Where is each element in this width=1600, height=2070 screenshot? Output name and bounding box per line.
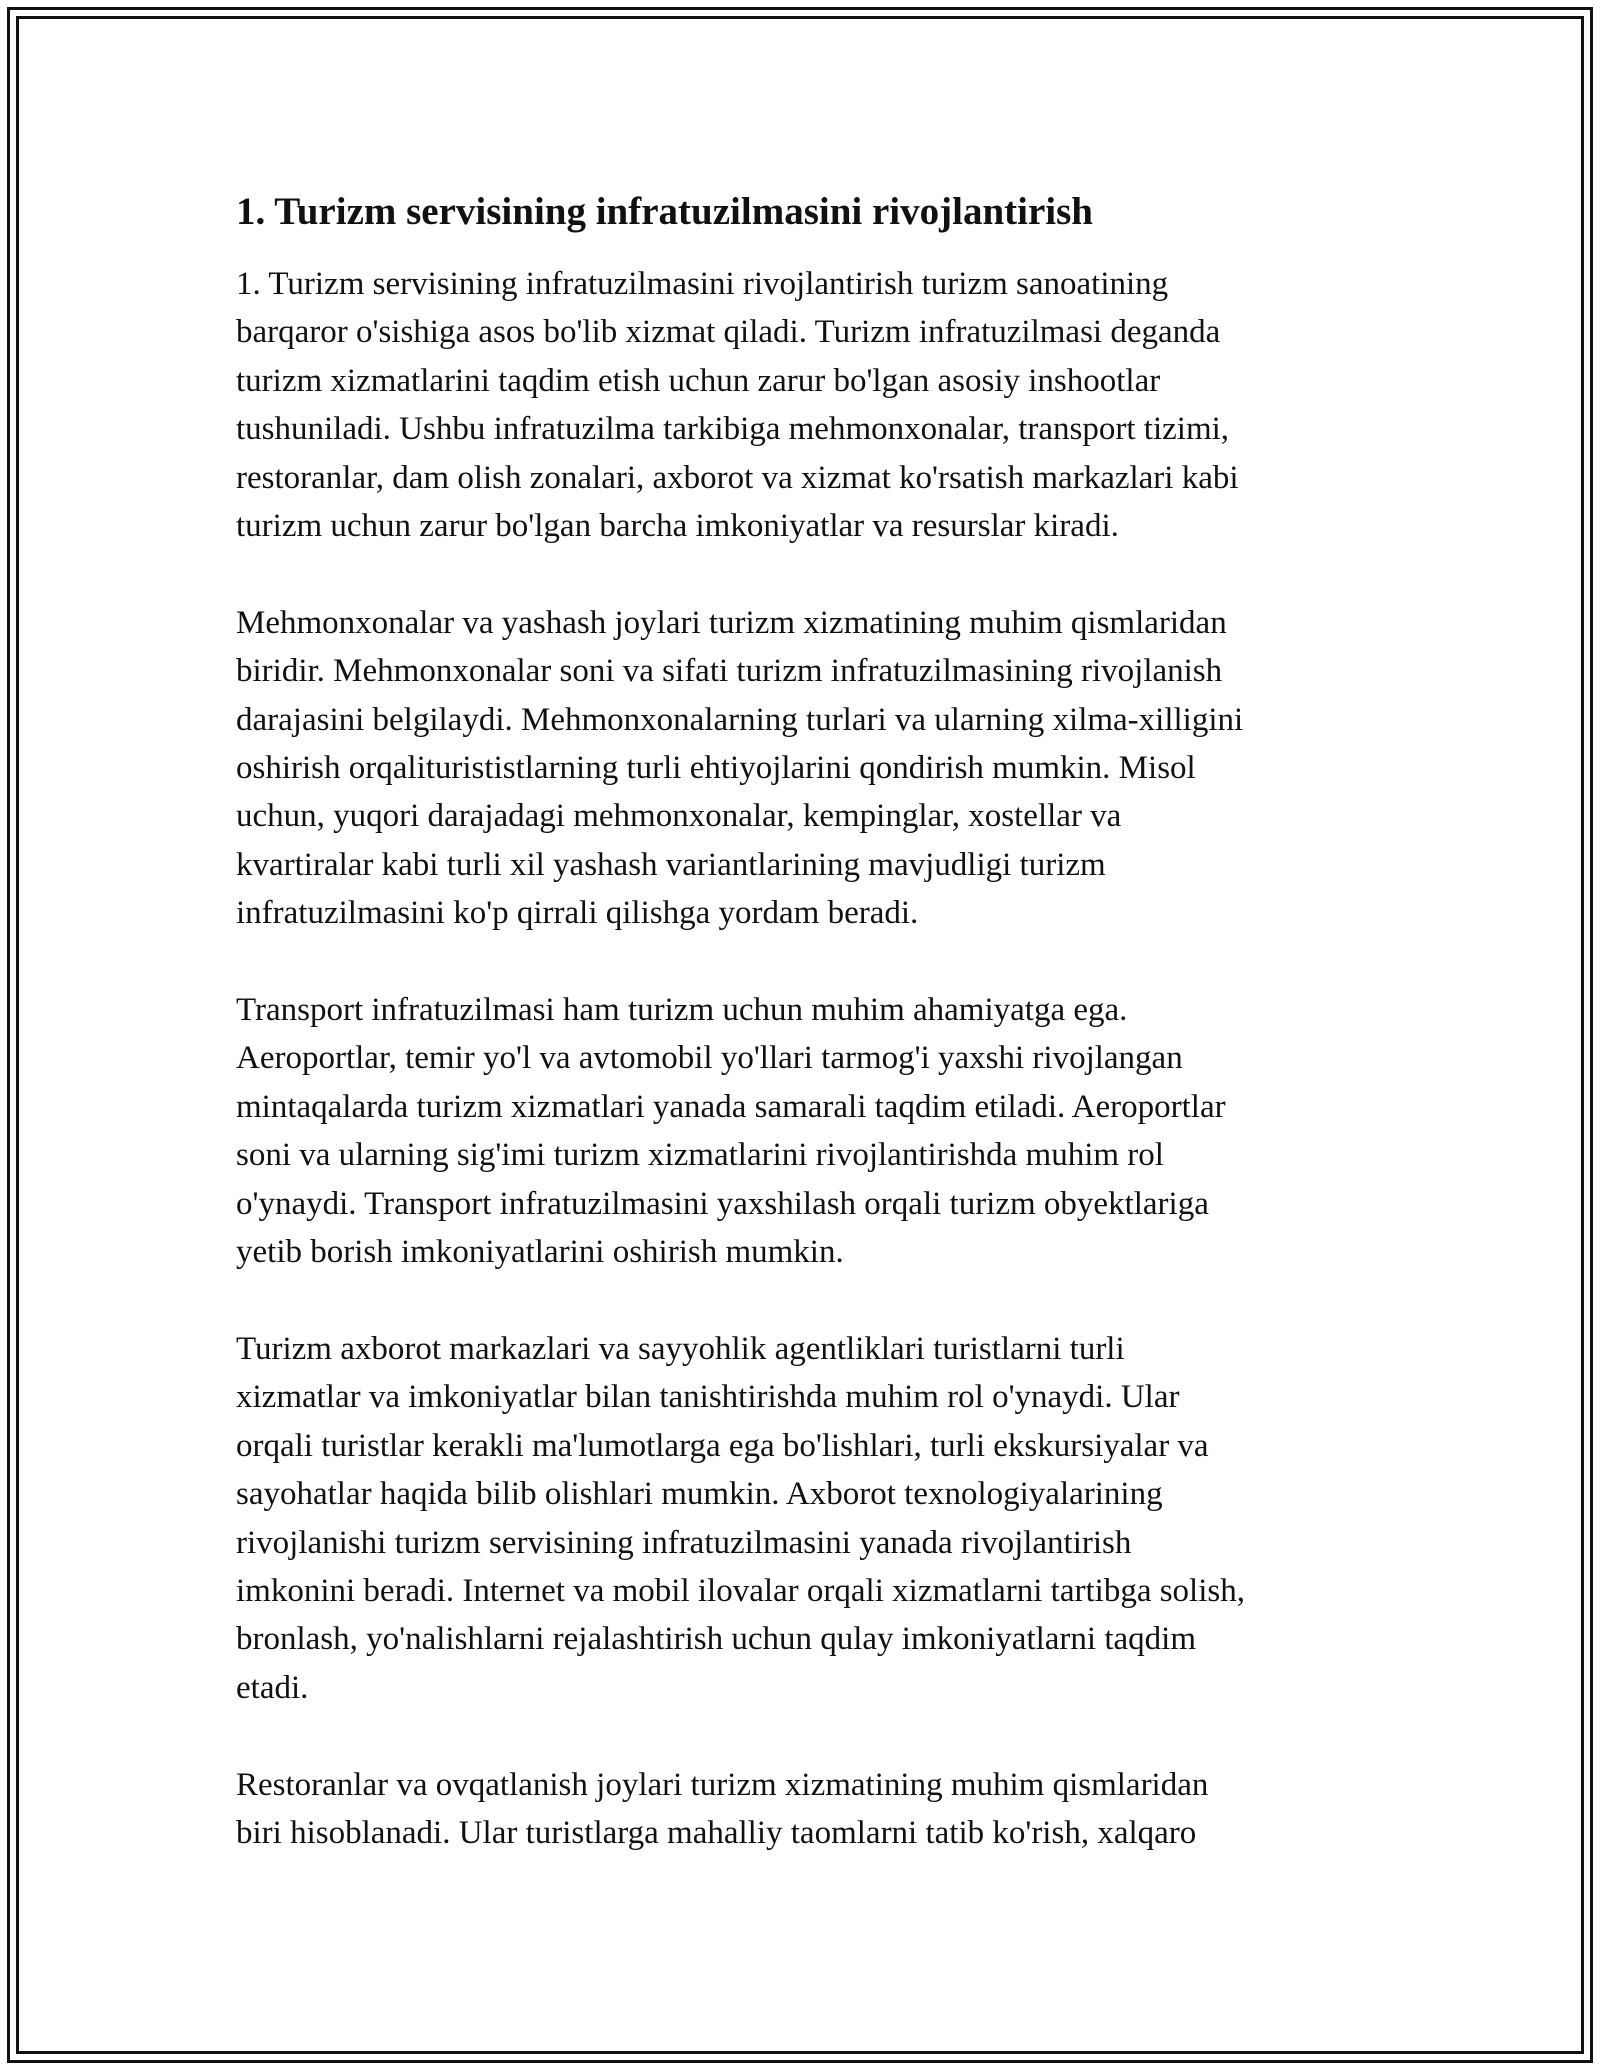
text-line: infratuzilmasini ko'p qirrali qilishga yordam beradi. <box>236 895 919 932</box>
text-line: Mehmonxonalar va yashash joylari turizm xizmatining muhim qismlaridan <box>236 604 1227 641</box>
text-line: biri hisoblanadi. Ular turistlarga mahalliy taomlarni tatib ko'rish, xalqaro <box>236 1814 1197 1851</box>
text-line: sayohatlar haqida bilib olishlari mumkin. Axborot texnologiyalarining <box>236 1476 1163 1513</box>
text-line: imkonini beradi. Internet va mobil ilovalar orqali xizmatlarni tartibga solish, <box>236 1572 1245 1609</box>
text-line: oshirish orqaliturististlarning turli ehtiyojlarini qondirish mumkin. Misol <box>236 750 1196 787</box>
text-line: turizm xizmatlarini taqdim etish uchun zarur bo'lgan asosiy inshootlar <box>236 362 1161 399</box>
text-line: Turizm axborot markazlari va sayyohlik agentliklari turistlarni turli <box>236 1330 1125 1367</box>
text-line: biridir. Mehmonxonalar soni va sifati turizm infratuzilmasining rivojlanish <box>236 653 1223 690</box>
text-line: yetib borish imkoniyatlarini oshirish mumkin. <box>236 1234 844 1271</box>
page-title: 1. Turizm servisining infratuzilmasini rivojlantirish <box>236 190 1093 233</box>
text-line: o'ynaydi. Transport infratuzilmasini yaxshilash orqali turizm obyektlariga <box>236 1185 1209 1222</box>
text-line: uchun, yuqori darajadagi mehmonxonalar, kempinglar, xostellar va <box>236 798 1122 835</box>
text-line: Restoranlar va ovqatlanish joylari turizm xizmatining muhim qismlaridan <box>236 1766 1209 1803</box>
text-line: restoranlar, dam olish zonalari, axborot va xizmat ko'rsatish markazlari kabi <box>236 459 1239 496</box>
text-line: orqali turistlar kerakli ma'lumotlarga ega bo'lishlari, turli ekskursiyalar va <box>236 1427 1209 1464</box>
text-line: tushuniladi. Ushbu infratuzilma tarkibiga mehmonxonalar, transport tizimi, <box>236 411 1230 448</box>
text-line: darajasini belgilaydi. Mehmonxonalarning turlari va ularning xilma-xilligini <box>236 701 1244 738</box>
paragraph-hotels <box>236 599 1376 938</box>
text-line: bronlash, yo'nalishlarni rejalashtirish uchun qulay imkoniyatlarni taqdim <box>236 1621 1196 1658</box>
paragraph-infrastructure-intro <box>236 260 1376 550</box>
text-line: Aeroportlar, temir yo'l va avtomobil yo'llari tarmog'i yaxshi rivojlangan <box>236 1040 1183 1077</box>
document-body <box>236 186 1376 1906</box>
text-line: soni va ularning sig'imi turizm xizmatlarini rivojlantirishda muhim rol <box>236 1137 1164 1174</box>
paragraph-transport <box>236 986 1376 1276</box>
text-line: mintaqalarda turizm xizmatlari yanada samarali taqdim etiladi. Aeroportlar <box>236 1088 1226 1125</box>
text-line: Transport infratuzilmasi ham turizm uchun muhim ahamiyatga ega. <box>236 992 1128 1029</box>
text-line: barqaror o'sishiga asos bo'lib xizmat qiladi. Turizm infratuzilmasi deganda <box>236 314 1221 351</box>
text-line: etadi. <box>236 1669 309 1706</box>
text-line: xizmatlar va imkoniyatlar bilan tanishtirishda muhim rol o'ynaydi. Ular <box>236 1379 1180 1416</box>
text-line: turizm uchun zarur bo'lgan barcha imkoniyatlar va resurslar kiradi. <box>236 508 1119 545</box>
text-line: rivojlanishi turizm servisining infratuzilmasini yanada rivojlantirish <box>236 1524 1132 1561</box>
paragraph-restaurants <box>236 1761 1376 1858</box>
text-line: kvartiralar kabi turli xil yashash variantlarining mavjudligi turizm <box>236 846 1106 883</box>
text-line: 1. Turizm servisining infratuzilmasini rivojlantirish turizm sanoatining <box>236 266 1169 302</box>
paragraph-information-centers <box>236 1325 1376 1712</box>
